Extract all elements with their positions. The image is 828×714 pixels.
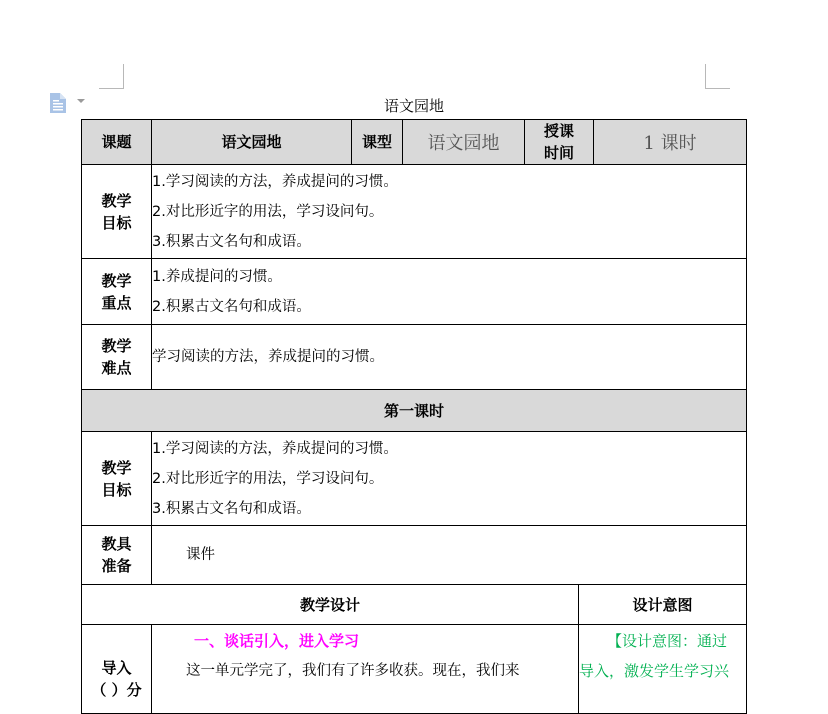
label-line: 重点 [101, 293, 132, 312]
page-corner-mark-right [705, 64, 730, 89]
lesson-objectives-content [151, 431, 747, 526]
label-line: 教具 [101, 535, 132, 553]
design-header: 教学设计 [81, 584, 579, 625]
label-line: 导入 [101, 659, 132, 677]
materials-text: 课件 [186, 547, 215, 563]
label-line: 教学 [101, 337, 132, 355]
page-header-title: 语文园地 [383, 97, 444, 115]
label-line: 难点 [101, 359, 132, 377]
topic-value: 语文园地 [151, 119, 352, 165]
intro-heading: 一、谈话引入，进入学习 [194, 632, 360, 650]
label-line: 教学 [101, 458, 132, 477]
objective-item: 2.对比形近字的用法，学习设问句。 [152, 470, 384, 487]
key-point-item: 1.养成提问的习惯。 [152, 268, 282, 285]
difficulties-content [151, 324, 747, 390]
objective-item: 1.学习阅读的方法，养成提问的习惯。 [152, 440, 398, 457]
label-line: 教学 [101, 271, 132, 290]
key-point-item: 2.积累古文名句和成语。 [152, 298, 311, 315]
label-line: 目标 [101, 480, 132, 499]
objectives-content [151, 164, 747, 259]
intro-label [81, 624, 152, 714]
intent-line: 导入，激发学生学习兴 [579, 662, 730, 680]
objective-item: 3.积累古文名句和成语。 [152, 500, 311, 517]
time-value: 1 课时 [593, 119, 747, 165]
label-line: 目标 [101, 213, 132, 232]
intro-intent [578, 624, 747, 714]
key-points-content [151, 258, 747, 325]
section-title: 第一课时 [81, 389, 747, 432]
type-value: 语文园地 [402, 119, 525, 165]
intro-content [151, 624, 579, 714]
intent-line: 【设计意图：通过 [607, 632, 728, 650]
label-line: 准备 [101, 557, 132, 575]
label-line: （ ）分 [91, 681, 142, 699]
label-line: 教学 [101, 191, 132, 210]
objective-item: 1.学习阅读的方法，养成提问的习惯。 [152, 173, 398, 190]
materials-content [151, 525, 747, 585]
lesson-objectives-label [81, 431, 152, 526]
intro-body: 这一单元学完了，我们有了许多收获。现在，我们来 [186, 663, 520, 679]
time-label-line-1: 授课 [543, 122, 574, 140]
topic-label: 课题 [81, 119, 152, 165]
key-points-label [81, 258, 152, 325]
page-corner-mark-left [99, 64, 124, 89]
type-label: 课型 [351, 119, 403, 165]
difficulty-text: 学习阅读的方法，养成提问的习惯。 [152, 349, 384, 365]
time-label [524, 119, 594, 165]
objective-item: 3.积累古文名句和成语。 [152, 233, 311, 250]
intent-header: 设计意图 [578, 584, 747, 625]
materials-label [81, 525, 152, 585]
objective-item: 2.对比形近字的用法，学习设问句。 [152, 203, 384, 220]
time-label-line-2: 时间 [543, 144, 574, 162]
objectives-label [81, 164, 152, 259]
difficulties-label [81, 324, 152, 390]
